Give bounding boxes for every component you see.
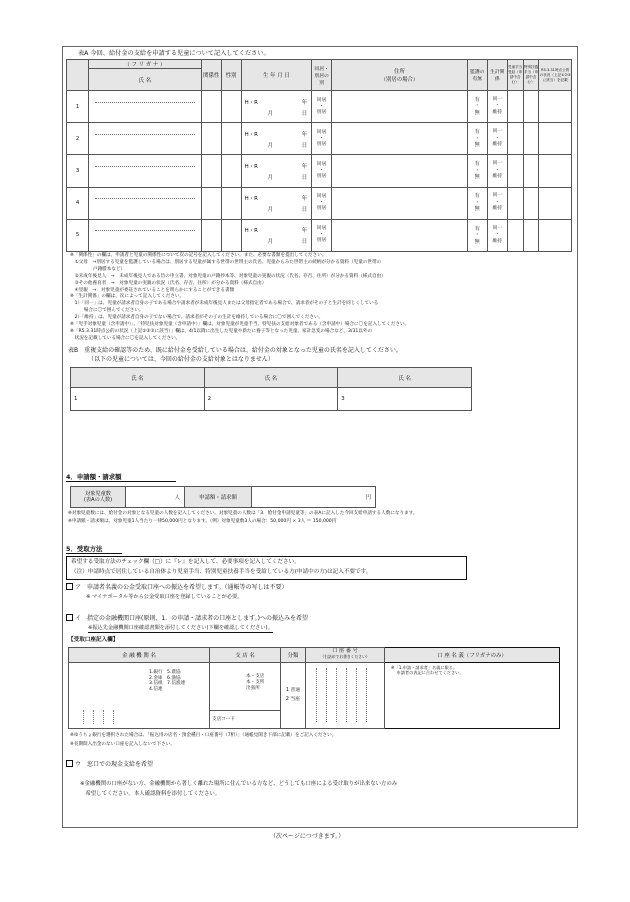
table-a-sex-cell[interactable] bbox=[221, 91, 241, 123]
table-a-note-line: ④里親 → 対象児童が委託されていることを明らかにすることができる書類 bbox=[70, 287, 235, 293]
table-b-col-name-2: 氏 名 bbox=[204, 368, 338, 388]
table-a-note-line: 戸籍謄本など） bbox=[70, 266, 126, 272]
table-a-residence-cell[interactable]: 同居 ・ 別居 bbox=[312, 123, 332, 155]
account-col-holder: 口 座 名 義（フリガナのみ） bbox=[385, 648, 560, 663]
table-a-relation-cell[interactable] bbox=[201, 187, 221, 219]
option-a-note: ※ マイナポータル等から公金受取口座を登録していることが必要。 bbox=[86, 594, 243, 600]
table-a-hist3-cell[interactable] bbox=[539, 91, 572, 123]
table-b-num-3: 3 bbox=[338, 388, 349, 411]
footer-continue: （次ページにつづきます。） bbox=[270, 833, 345, 840]
table-a-residence-cell[interactable]: 同居 ・ 別居 bbox=[312, 187, 332, 219]
table-a-note-line: 1）「同一」は、児童が請求者自身の子である場合や請求者が未成年後見人または父母指定者である場合で、請求者がその子と生計を同じくしている bbox=[70, 301, 379, 307]
table-a-hist2-cell[interactable] bbox=[523, 187, 539, 219]
table-a-note-line: ※「R5.3.31時点公的の状況（上記①②③に該当）」欄は、4/1以降に出生した児童や新たに養子等となった児童、家計急変の場合など、3/31以外の bbox=[70, 328, 373, 334]
account-number-cell[interactable] bbox=[306, 662, 385, 728]
table-a-relation-cell[interactable] bbox=[201, 155, 221, 187]
account-caption: 【受取口座記入欄】 bbox=[68, 637, 119, 643]
option-label: 2.金庫 bbox=[149, 675, 163, 681]
table-a-row-num bbox=[67, 155, 89, 187]
table-a-address-cell[interactable] bbox=[332, 123, 468, 155]
table-a-row-number: 3 bbox=[75, 168, 80, 175]
account-col-number: 口 座 番 号 （右詰めでお書きください） bbox=[306, 648, 385, 663]
table-b-caption: 表B 重複支給の確認等のため、既に給付金を受給している場合は、給付金の対象となった児童の氏名を記入してください。 bbox=[68, 347, 402, 354]
table-a-birth-cell[interactable]: H・R 年 月 日 bbox=[241, 123, 311, 155]
table-a-hist3-cell[interactable] bbox=[539, 123, 572, 155]
table-a-col-birth: 生 年 月 日 bbox=[241, 60, 311, 91]
table-a-col-sex: 性別 bbox=[221, 60, 241, 91]
furigana-line bbox=[95, 125, 195, 135]
table-a-hist3-cell[interactable] bbox=[539, 219, 572, 251]
account-table bbox=[68, 647, 560, 729]
account-type-cell[interactable]: 1 普通 2 当座 bbox=[281, 662, 306, 728]
table-a-custody-cell[interactable]: 有 ・ 無 bbox=[467, 91, 487, 123]
table-a-livelihood-cell[interactable]: 同一 ・ 維持 bbox=[487, 187, 507, 219]
table-a-col-relation: 関係性 bbox=[201, 60, 221, 91]
table-a-hist1-cell[interactable] bbox=[507, 219, 523, 251]
table-a-hist1-cell[interactable] bbox=[507, 91, 523, 123]
table-a-note-line: ②未成年後見人 → 未成年後見人である旨の申立書、対象児童の戸籍抄本等、対象児童の実親の状況（氏名、存否、住所）が分かる資料（様式自由） bbox=[70, 273, 386, 279]
option-label: 本・支店 bbox=[246, 674, 265, 680]
section-5-instruction-box bbox=[66, 556, 467, 580]
account-bank-cell[interactable] bbox=[69, 662, 210, 728]
account-col-bank: 金 融 機 関 名 bbox=[69, 648, 210, 663]
amount-table bbox=[70, 486, 376, 508]
section-5-title: 5．受取方法 bbox=[66, 545, 103, 553]
table-b-caption2: （以下の児童については、今回の給付金の支給対象とはなりません） bbox=[88, 356, 274, 363]
table-a-row-number: 2 bbox=[75, 135, 80, 142]
table-a-caption: 表A 今回、給付金の支給を申請する児童について記入してください。 bbox=[78, 50, 270, 57]
furigana-line bbox=[95, 157, 195, 167]
holder-note-2: 申請者の表記に合わせてください。 bbox=[391, 669, 464, 675]
table-a-hist1-cell[interactable] bbox=[507, 155, 523, 187]
table-a-livelihood-cell[interactable]: 同一 ・ 維持 bbox=[487, 155, 507, 187]
table-b-col-name-3: 氏 名 bbox=[338, 368, 472, 388]
section-4-note-1: ※対象児童数には、給付金の対象となる児童の人数を記入してください。対象児童の人数は「3．給付金申請児童等」の表Aに記入した今回支給申請する人数になります。 bbox=[68, 511, 418, 516]
table-a-col-num bbox=[67, 60, 89, 91]
table-a-sex-cell[interactable] bbox=[221, 219, 241, 251]
table-b-col-name-1: 氏 名 bbox=[71, 368, 205, 388]
section-4-underline bbox=[66, 481, 176, 482]
bank-type-list bbox=[149, 670, 163, 692]
table-a-name-cell[interactable] bbox=[89, 187, 202, 219]
branch-type-list bbox=[246, 674, 264, 691]
table-a-col-furigana: （ フ リ ガ ナ ） bbox=[89, 60, 202, 69]
table-a-col-hist2: 特別扶養手当（申請中含む） bbox=[523, 60, 539, 91]
table-a-col-livelihood: 生計関係 bbox=[487, 60, 507, 91]
table-a-hist1-cell[interactable] bbox=[507, 123, 523, 155]
section-5-underline bbox=[66, 553, 122, 554]
table-a-sex-cell[interactable] bbox=[221, 155, 241, 187]
table-a-custody-cell[interactable]: 有 ・ 無 bbox=[467, 187, 487, 219]
table-a-hist3-cell[interactable] bbox=[539, 155, 572, 187]
table-a-name-cell[interactable] bbox=[89, 91, 202, 123]
table-a-col-residence: 同居・別居の別 bbox=[312, 60, 332, 91]
table-a-note-line: ※「児手対象児童（含申請中）」、「特児扶対象児童（含申請中）」欄は、対象児童が児童手当、特児扶の支給対象者である（含申請中）場合に〇を記入してください。 bbox=[70, 322, 410, 328]
table-a-sex-cell[interactable] bbox=[221, 123, 241, 155]
table-a-note-line: 状況を記載している場合に〇を記入してください。 bbox=[70, 335, 181, 341]
furigana-line bbox=[95, 93, 195, 103]
table-b-name-1[interactable] bbox=[82, 388, 204, 411]
option-label: 出張所 bbox=[246, 685, 260, 691]
table-a-livelihood-cell[interactable]: 同一 ・ 維持 bbox=[487, 123, 507, 155]
table-a-address-cell[interactable] bbox=[332, 187, 468, 219]
table-a-address-cell[interactable] bbox=[332, 219, 468, 251]
option-label: 1.銀行 bbox=[149, 670, 163, 676]
furigana-line bbox=[95, 189, 195, 199]
table-a-notes bbox=[70, 253, 409, 343]
bank-type-list-2 bbox=[167, 670, 185, 687]
option-i-note: ※振込先金融機関口座確認書類を添付してください(下欄を確認してください)。 bbox=[88, 625, 273, 631]
table-b bbox=[70, 367, 472, 411]
table-a-livelihood-cell[interactable]: 同一 ・ 維持 bbox=[487, 219, 507, 251]
option-u-checkbox[interactable] bbox=[66, 760, 73, 767]
table-a-name-cell[interactable] bbox=[89, 219, 202, 251]
table-a-custody-cell[interactable]: 有 ・ 無 bbox=[467, 219, 487, 251]
table-a-birth-cell[interactable]: H・R 年 月 日 bbox=[241, 91, 311, 123]
table-a-birth-cell[interactable]: H・R 年 月 日 bbox=[241, 187, 311, 219]
option-label: 本・支所 bbox=[246, 680, 265, 686]
table-a-note-line: ③その他養育者 → 対象児童の実親の状況（氏名、存否、住所）が分かる資料（様式自由） bbox=[70, 280, 267, 286]
table-a-row-number: 1 bbox=[75, 103, 80, 110]
table-b-num-1: 1 bbox=[71, 388, 82, 411]
table-a-relation-cell[interactable] bbox=[201, 91, 221, 123]
option-label: 4.信連 bbox=[149, 687, 163, 693]
bank-code-boxes[interactable] bbox=[73, 710, 153, 724]
table-a-hist2-cell[interactable] bbox=[523, 219, 539, 251]
instruction-line-2: （注）申請時点で居住している自治体より児童手当、特別児童扶養手当を受給している方(申請中の方)は記入不要です。 bbox=[71, 569, 372, 575]
option-i[interactable]: イ 指定の金融機関口座(原則、1．の申請・請求者の口座とします。)への振込みを希望 bbox=[66, 614, 308, 622]
table-a-row-num bbox=[67, 91, 89, 123]
option-u-note-1: ※金融機関の口座がない方、金融機関から著しく離れた場所に住んでいる方など、どうしても口座による受け取りが出来ない方のみ bbox=[80, 781, 398, 787]
section-4-note-2: ※申請額・請求額は、対象児童1人当たり一律50,000円となります。（例）対象児童数3人の場合：50,000円 × 3人 ＝ 150,000円 bbox=[68, 519, 337, 524]
table-a-address-cell[interactable] bbox=[332, 91, 468, 123]
table-a-hist2-cell[interactable] bbox=[523, 91, 539, 123]
table-a-note-line: 2）「維持」は、児童が請求者自身の子でない場合で、請求者がその子の生計を維持している場合に〇で囲んでください。 bbox=[70, 315, 324, 321]
table-a-custody-cell[interactable]: 有 ・ 無 bbox=[467, 155, 487, 187]
table-a-hist2-cell[interactable] bbox=[523, 155, 539, 187]
amount-field[interactable]: 円 bbox=[252, 487, 376, 508]
option-label: 5.農協 bbox=[167, 670, 181, 676]
table-a-col-address: 住所 （別居の場合） bbox=[332, 60, 468, 91]
note-long-inactive: ※長期間入出金のない口座を記入しないで下さい。 bbox=[70, 742, 175, 747]
option-a[interactable]: ア 申請者名義の公金受取口座への振込を希望します。（通帳等の写しは不要） bbox=[66, 583, 288, 591]
table-a-col-custody: 監護の有無 bbox=[467, 60, 487, 91]
table-a bbox=[66, 59, 572, 252]
count-label: 対象児童数 (表Aの人数) bbox=[71, 487, 126, 508]
option-i-checkbox[interactable] bbox=[66, 614, 73, 621]
option-label: 7.信漁連 bbox=[167, 681, 186, 687]
table-a-sex-cell[interactable] bbox=[221, 187, 241, 219]
table-a-note-line: 場合に〇で囲んでください。 bbox=[70, 308, 144, 314]
holder-note-1: ※「1.申請・請求者」名義に限る。 bbox=[391, 664, 458, 670]
section-4-title: 4．申請額・請求額 bbox=[66, 473, 122, 481]
table-a-residence-cell[interactable]: 同居 ・ 別居 bbox=[312, 219, 332, 251]
table-a-relation-cell[interactable] bbox=[201, 123, 221, 155]
table-a-row-num bbox=[67, 123, 89, 155]
account-holder-cell[interactable] bbox=[385, 662, 560, 728]
table-a-row-num bbox=[67, 219, 89, 251]
table-a-hist1-cell[interactable] bbox=[507, 187, 523, 219]
table-a-col-hist3: R5.3.31時点公的の状況（上記①②③に該当）を記載 bbox=[539, 60, 572, 91]
account-col-branch: 支 店 名 bbox=[210, 648, 281, 663]
table-a-relation-cell[interactable] bbox=[201, 219, 221, 251]
account-col-type: 分類 bbox=[281, 648, 306, 663]
option-a-checkbox[interactable] bbox=[66, 583, 73, 590]
table-b-num-2: 2 bbox=[204, 388, 215, 411]
table-a-col-name: 氏 名 bbox=[89, 69, 202, 91]
branch-code-label: 支店コード bbox=[212, 717, 235, 723]
option-u[interactable]: ウ 窓口での現金支給を希望 bbox=[66, 760, 153, 768]
furigana-line bbox=[95, 221, 195, 231]
table-b-name-3[interactable] bbox=[349, 388, 471, 411]
table-a-note-line: ※「関係性」の欄は、申請者と児童の関係性について次の記号を記入してください。また、必要な書類を提出してください。 bbox=[70, 253, 327, 258]
table-a-hist2-cell[interactable] bbox=[523, 123, 539, 155]
note-yucho: ※ゆうちょ銀行を選択された場合は、「振込用の店名・預金種目・口座番号（7桁）」（通帳見開き下部に記載）をご記入ください。 bbox=[70, 733, 337, 738]
instruction-line-1: 希望する受取方法のチェック欄（□）に『レ』を記入して、必要事項を記入してください。 bbox=[71, 559, 300, 565]
table-a-custody-cell[interactable]: 有 ・ 無 bbox=[467, 123, 487, 155]
table-a-row-number: 5 bbox=[75, 232, 80, 239]
table-a-note-line: ※「生計関係」の欄は、次によって記入してください。 bbox=[70, 294, 185, 300]
account-branch-cell[interactable] bbox=[210, 662, 281, 728]
table-a-livelihood-cell[interactable]: 同一 ・ 維持 bbox=[487, 91, 507, 123]
table-a-birth-cell[interactable]: H・R 年 月 日 bbox=[241, 219, 311, 251]
table-a-name-cell[interactable] bbox=[89, 155, 202, 187]
table-a-row-number: 4 bbox=[75, 200, 80, 207]
option-label: 6.漁協 bbox=[167, 675, 181, 681]
amount-label: 申請額・請求額 bbox=[185, 487, 252, 508]
table-a-name-cell[interactable] bbox=[89, 123, 202, 155]
table-a-birth-cell[interactable]: H・R 年 月 日 bbox=[241, 155, 311, 187]
table-b-name-2[interactable] bbox=[216, 388, 338, 411]
option-label: 3.信組 bbox=[149, 681, 163, 687]
table-a-residence-cell[interactable]: 同居 ・ 別居 bbox=[312, 155, 332, 187]
table-a-col-hist1: 児童手当受給（申請中含む） bbox=[507, 60, 523, 91]
count-field[interactable]: 人 bbox=[126, 487, 185, 508]
option-u-note-2: 希望してください。本人確認資料を添付してください。 bbox=[80, 791, 221, 797]
table-a-note-line: ①父母 →別居する児童を監護している場合は、別居する児童が属する世帯の世帯主の氏名、児童からみた世帯主の続柄が分かる資料（児童の世帯の bbox=[70, 259, 382, 265]
table-a-residence-cell[interactable]: 同居 ・ 別居 bbox=[312, 91, 332, 123]
table-a-row-num bbox=[67, 187, 89, 219]
table-a-address-cell[interactable] bbox=[332, 155, 468, 187]
table-a-hist3-cell[interactable] bbox=[539, 187, 572, 219]
